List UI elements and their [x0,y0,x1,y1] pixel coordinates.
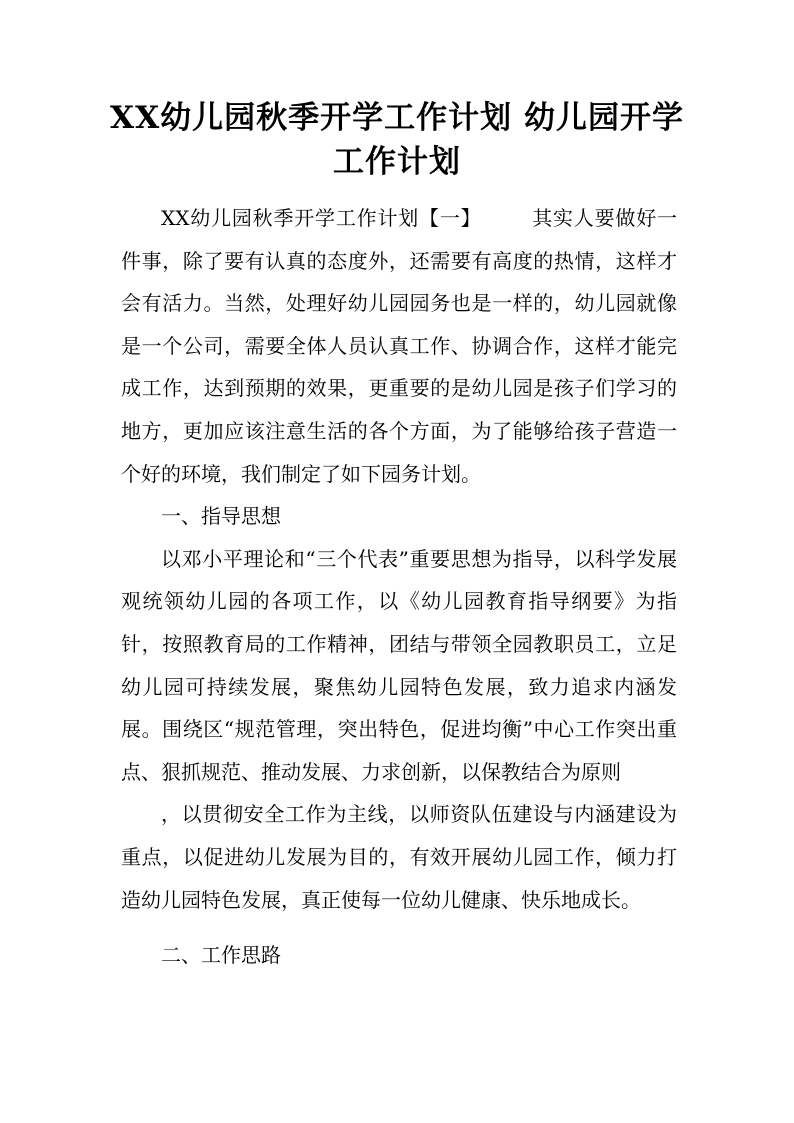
section-heading-guiding-ideology: 一、指导思想 [161,504,281,529]
intro-paragraph [121,197,677,495]
intro-text: 其实人要做好一件事，除了要有认真的态度外，还需要有高度的热情，这样才会有活力。当然，处理好幼儿园园务也是一样的，幼儿园就像是一个公司，需要全体人员认真工作、协调合作，这样才能完成工作，达到预期的效果，更重要的是幼儿园是孩子们学习的地方，更加应该注意生活的各个方面，为了能够给孩子营造一个好的环境，我们制定了如下园务计划。 [121,206,677,486]
document-body [121,197,677,977]
section1-paragraph-2: ，以贯彻安全工作为主线，以师资队伍建设与内涵建设为重点，以促进幼儿发展为目的，有效开展幼儿园工作，倾力打造幼儿园特色发展，真正使每一位幼儿健康、快乐地成长。 [121,802,677,912]
intro-heading: XX幼儿园秋季开学工作计划【一】 [161,206,482,230]
document-title: XX幼儿园秋季开学工作计划 幼儿园开学工作计划 [110,100,684,180]
section-heading-work-approach: 二、工作思路 [161,943,281,968]
section1-paragraph-1: 以邓小平理论和“三个代表”重要思想为指导，以科学发展观统领幼儿园的各项工作，以《幼儿园教育指导纲要》为指针，按照教育局的工作精神，团结与带领全园教职员工，立足幼儿园可持续发展，聚焦幼儿园特色发展，致力追求内涵发展。围绕区“规范管理，突出特色，促进均衡”中心工作突出重点、狠抓规范、推动发展、力求创新，以保教结合为原则 [121,546,677,784]
